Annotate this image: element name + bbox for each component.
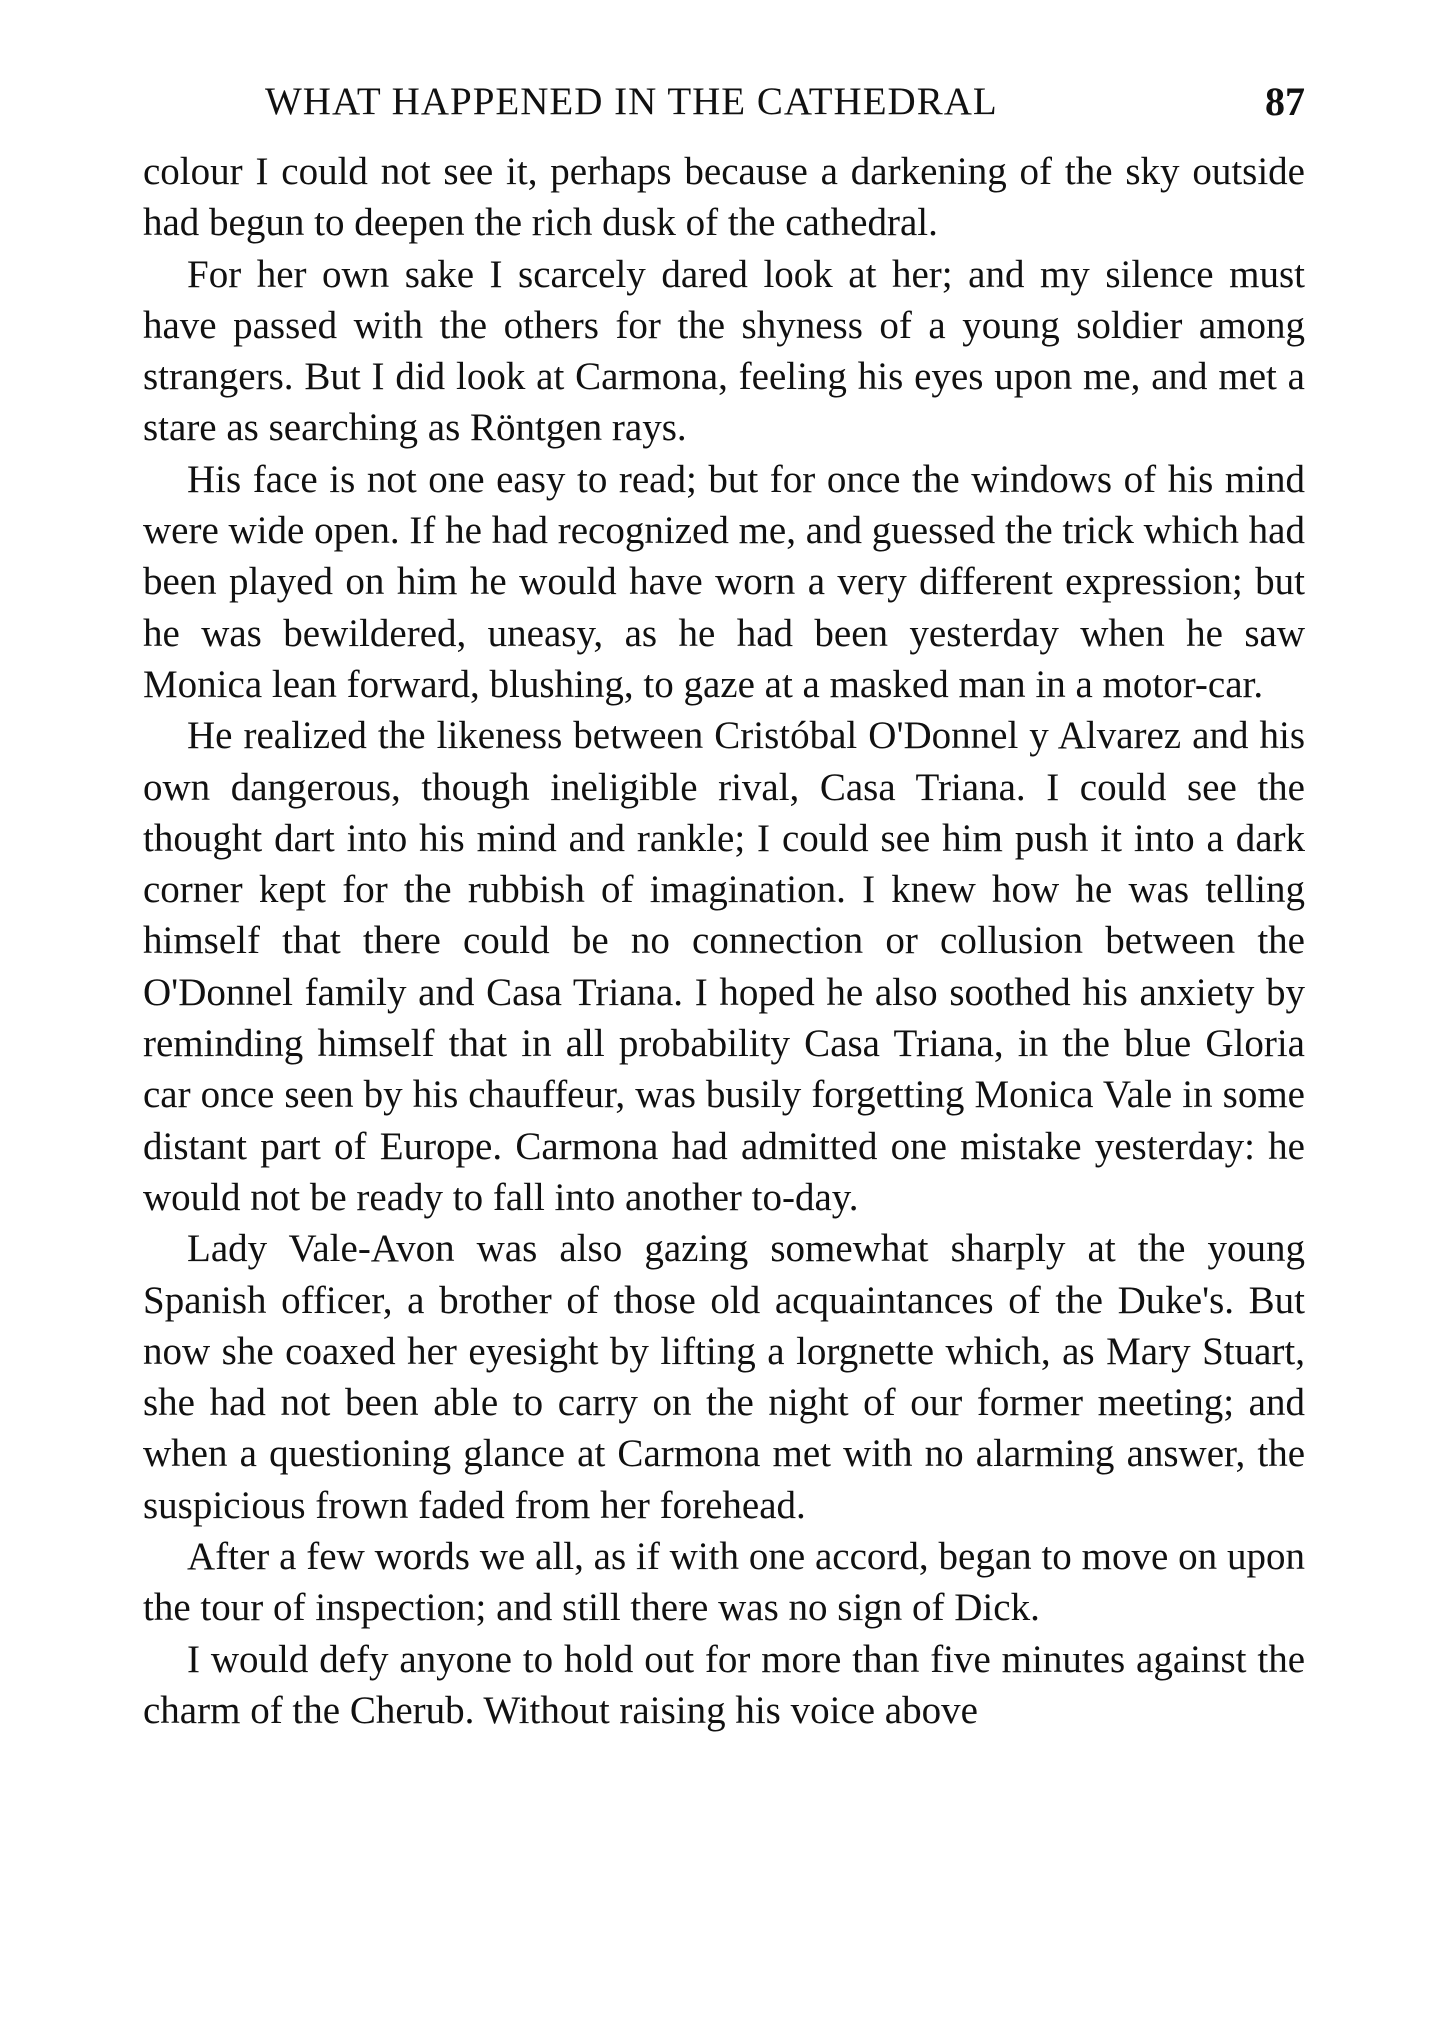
running-title: WHAT HAPPENED IN THE CATHEDRAL — [265, 80, 998, 123]
paragraph-6: After a few words we all, as if with one accord, began to move on upon the tour of inspection; and still there was no sign of Dick. — [143, 1535, 1305, 1630]
paragraph-7: I would defy anyone to hold out for more than five minutes against the charm of the Cherub. Without raising his voice above — [143, 1637, 1305, 1732]
page-body — [143, 146, 1305, 1736]
paragraph-1: colour I could not see it, perhaps because a darkening of the sky outside had begun to deepen the rich dusk of the cathedral. — [143, 150, 1305, 245]
paragraph-5: Lady Vale-Avon was also gazing somewhat sharply at the young Spanish officer, a brother of those old acquaintances of the Duke's. But now she coaxed her eyesight by lifting a lorgnette which, as Mary Stuart, she had not been able to carry on the night of our former meeting; and when a questioning glance at Carmona met with no alarming answer, the suspicious frown faded from her forehead. — [143, 1227, 1305, 1527]
running-head — [265, 72, 1305, 132]
paragraph-4: He realized the likeness between Cristóbal O'Donnel y Alvarez and his own dangerous, though ineligible rival, Casa Triana. I could see the thought dart into his mind and rankle; I could see him push it into a dark corner kept for the rubbish of imagination. I knew how he was telling himself that there could be no connection or collusion between the O'Donnel family and Casa Triana. I hoped he also soothed his anxiety by reminding himself that in all probability Casa Triana, in the blue Gloria car once seen by his chauffeur, was busily forgetting Monica Vale in some distant part of Europe. Carmona had admitted one mistake yesterday: he would not be ready to fall into another to-day. — [143, 714, 1305, 1219]
page-number: 87 — [1265, 79, 1305, 124]
paragraph-3: His face is not one easy to read; but for once the windows of his mind were wide open. If he had recognized me, and guessed the trick which had been played on him he would have worn a very different expression; but he was bewildered, uneasy, as he had been yesterday when he saw Monica lean forward, blushing, to gaze at a masked man in a motor-car. — [143, 457, 1305, 706]
paragraph-2: For her own sake I scarcely dared look at her; and my silence must have passed with the others for the shyness of a young soldier among strangers. But I did look at Carmona, feeling his eyes upon me, and met a stare as searching as Röntgen rays. — [143, 252, 1305, 450]
